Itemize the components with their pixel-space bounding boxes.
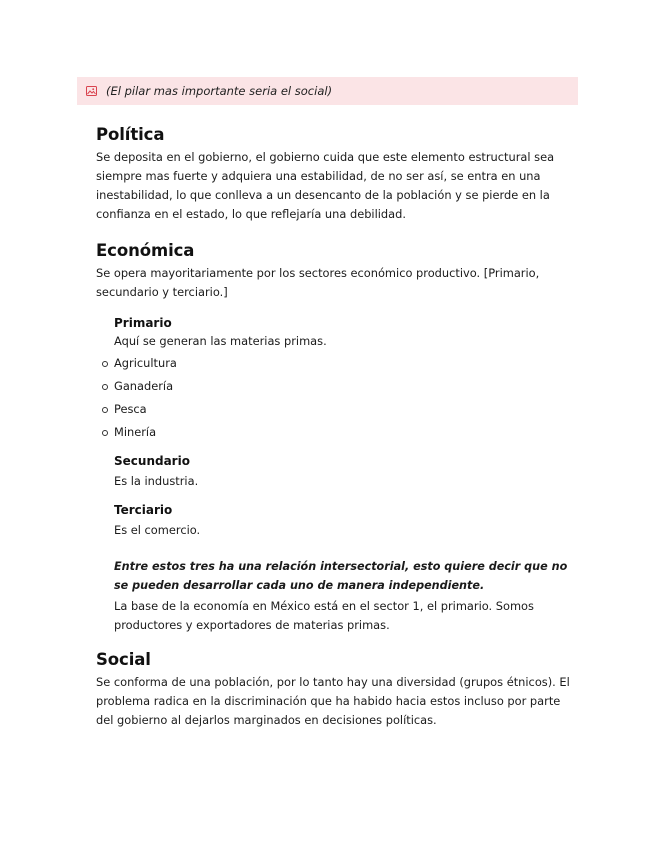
list-item: Minería [96,421,576,444]
subsection-primario [114,316,576,351]
section-text-politica: Se deposita en el gobierno, el gobierno cuida que este elemento estructural sea siempre mas fuerte y adquiera una estabilidad, de no ser así, se entra en una inestabilidad, lo que conlleva a un desencanto de la población y se pierde en la confianza en el estado, lo que reflejaría una debilidad. [96,150,555,221]
sector-note-text: La base de la economía en México está en el sector 1, el primario. Somos productores y exportadores de materias primas. [114,599,534,632]
callout-text: (El pilar mas importante seria el social) [106,84,333,98]
section-title-politica: Política [96,125,165,144]
subsection-text-primario: Aquí se generan las materias primas. [114,334,327,348]
subsection-text-secundario: Es la industria. [114,474,199,488]
subsection-title-terciario: Terciario [114,503,173,517]
subsection-title-primario: Primario [114,316,172,330]
primario-list [96,352,576,444]
subsection-title-secundario: Secundario [114,454,190,468]
image-icon[interactable] [86,86,97,96]
subsection-text-terciario: Es el comercio. [114,523,201,537]
callout-banner [77,77,578,105]
subsection-terciario [114,503,576,540]
sector-note [114,557,574,635]
section-text-social: Se conforma de una población, por lo tanto hay una diversidad (grupos étnicos). El problema radica en la discriminación que ha habido hacia estos incluso por parte del gobierno al dejarlos marginados en decisiones políticas. [96,675,570,727]
subsection-secundario [114,454,576,491]
list-item: Agricultura [96,352,576,375]
document-body [96,125,576,730]
section-text-economica: Se opera mayoritariamente por los sectores económico productivo. [Primario, secundario y terciario.] [96,266,540,299]
section-title-social: Social [96,650,151,669]
sector-note-emphasis: Entre estos tres ha una relación intersectorial, esto quiere decir que no se pueden desarrollar cada uno de manera independiente. [114,560,568,592]
list-item: Pesca [96,398,576,421]
list-item: Ganadería [96,375,576,398]
section-title-economica: Económica [96,241,195,260]
